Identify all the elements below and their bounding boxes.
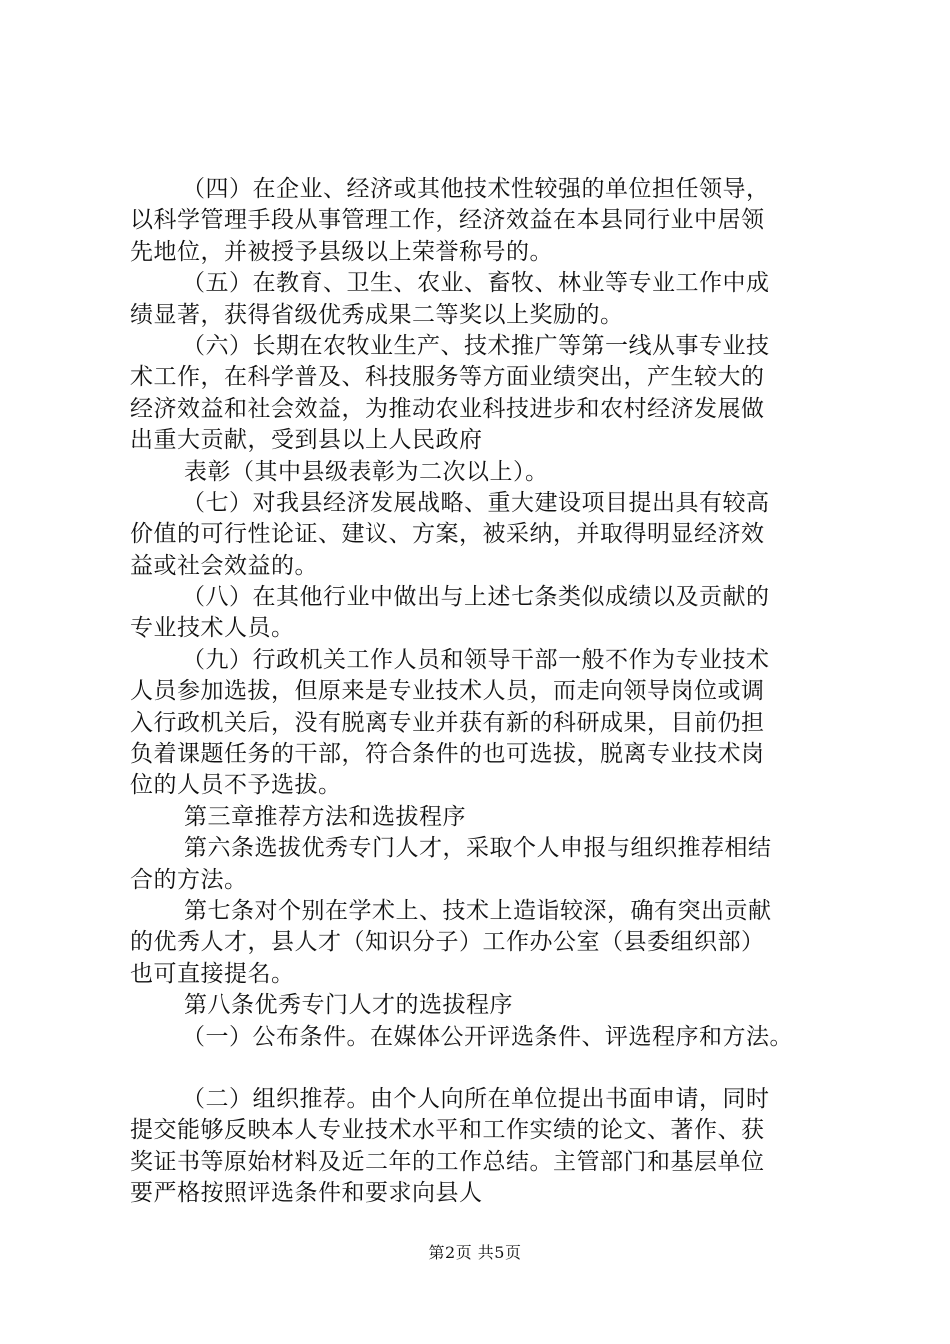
paragraph-line: 要严格按照评选条件和要求向县人 (130, 1180, 483, 1207)
paragraph-line: 也可直接提名。 (130, 960, 295, 987)
page-number-footer: 第2页 共5页 (428, 1243, 522, 1262)
paragraph-line: （五）在教育、卫生、农业、畜牧、林业等专业工作中成 (182, 270, 770, 297)
paragraph-line: 负着课题任务的干部，符合条件的也可选拔，脱离专业技术岗 (130, 741, 765, 768)
paragraph-line: （二）组织推荐。由个人向所在单位提出书面申请，同时 (182, 1085, 770, 1112)
paragraph-gap (130, 1053, 840, 1084)
paragraph-line: 先地位，并被授予县级以上荣誉称号的。 (130, 238, 553, 265)
document-body (130, 174, 840, 1210)
paragraph-line: 表彰（其中县级表彰为二次以上）。 (184, 458, 549, 485)
chapter-heading: 第三章推荐方法和选拔程序 (184, 803, 466, 830)
paragraph-line: 人员参加选拔，但原来是专业技术人员，而走向领导岗位或调 (130, 678, 765, 705)
paragraph-line: （七）对我县经济发展战略、重大建设项目提出具有较高 (182, 489, 770, 516)
paragraph-line: 第六条选拔优秀专门人才，采取个人申报与组织推荐相结 (184, 835, 772, 862)
paragraph-line: 经济效益和社会效益，为推动农业科技进步和农村经济发展做 (130, 395, 765, 422)
paragraph-line: 奖证书等原始材料及近二年的工作总结。主管部门和基层单位 (130, 1148, 765, 1175)
paragraph-line: 第七条对个别在学术上、技术上造诣较深，确有突出贡献 (184, 897, 772, 924)
paragraph-line: 第八条优秀专门人才的选拔程序 (184, 992, 513, 1019)
paragraph-line: 术工作，在科学普及、科技服务等方面业绩突出，产生较大的 (130, 364, 765, 391)
paragraph-line: 价值的可行性论证、建议、方案，被采纳，并取得明显经济效 (130, 521, 765, 548)
paragraph-line: （四）在企业、经济或其他技术性较强的单位担任领导， (182, 176, 770, 202)
paragraph-line: 以科学管理手段从事管理工作，经济效益在本县同行业中居领 (130, 207, 765, 234)
paragraph-line: 合的方法。 (130, 866, 248, 893)
paragraph-line: 益或社会效益的。 (130, 552, 318, 579)
paragraph-line: 提交能够反映本人专业技术水平和工作实绩的论文、著作、获 (130, 1117, 765, 1144)
paragraph-line: 入行政机关后，没有脱离专业并获有新的科研成果，目前仍担 (130, 709, 765, 736)
paragraph-line: （九）行政机关工作人员和领导干部一般不作为专业技术 (182, 646, 770, 673)
paragraph-line: 位的人员不予选拔。 (130, 772, 342, 799)
paragraph-line: （六）长期在农牧业生产、技术推广等第一线从事专业技 (182, 332, 770, 359)
paragraph-line: （一）公布条件。在媒体公开评选条件、评选程序和方法。 (182, 1023, 793, 1050)
paragraph-line: （八）在其他行业中做出与上述七条类似成绩以及贡献的 (182, 584, 770, 611)
paragraph-line: 专业技术人员。 (130, 615, 295, 642)
paragraph-line: 出重大贡献，受到县以上人民政府 (130, 427, 483, 454)
paragraph-line: 绩显著，获得省级优秀成果二等奖以上奖励的。 (130, 301, 624, 328)
paragraph-line: 的优秀人才，县人才（知识分子）工作办公室（县委组织部） (130, 929, 765, 956)
